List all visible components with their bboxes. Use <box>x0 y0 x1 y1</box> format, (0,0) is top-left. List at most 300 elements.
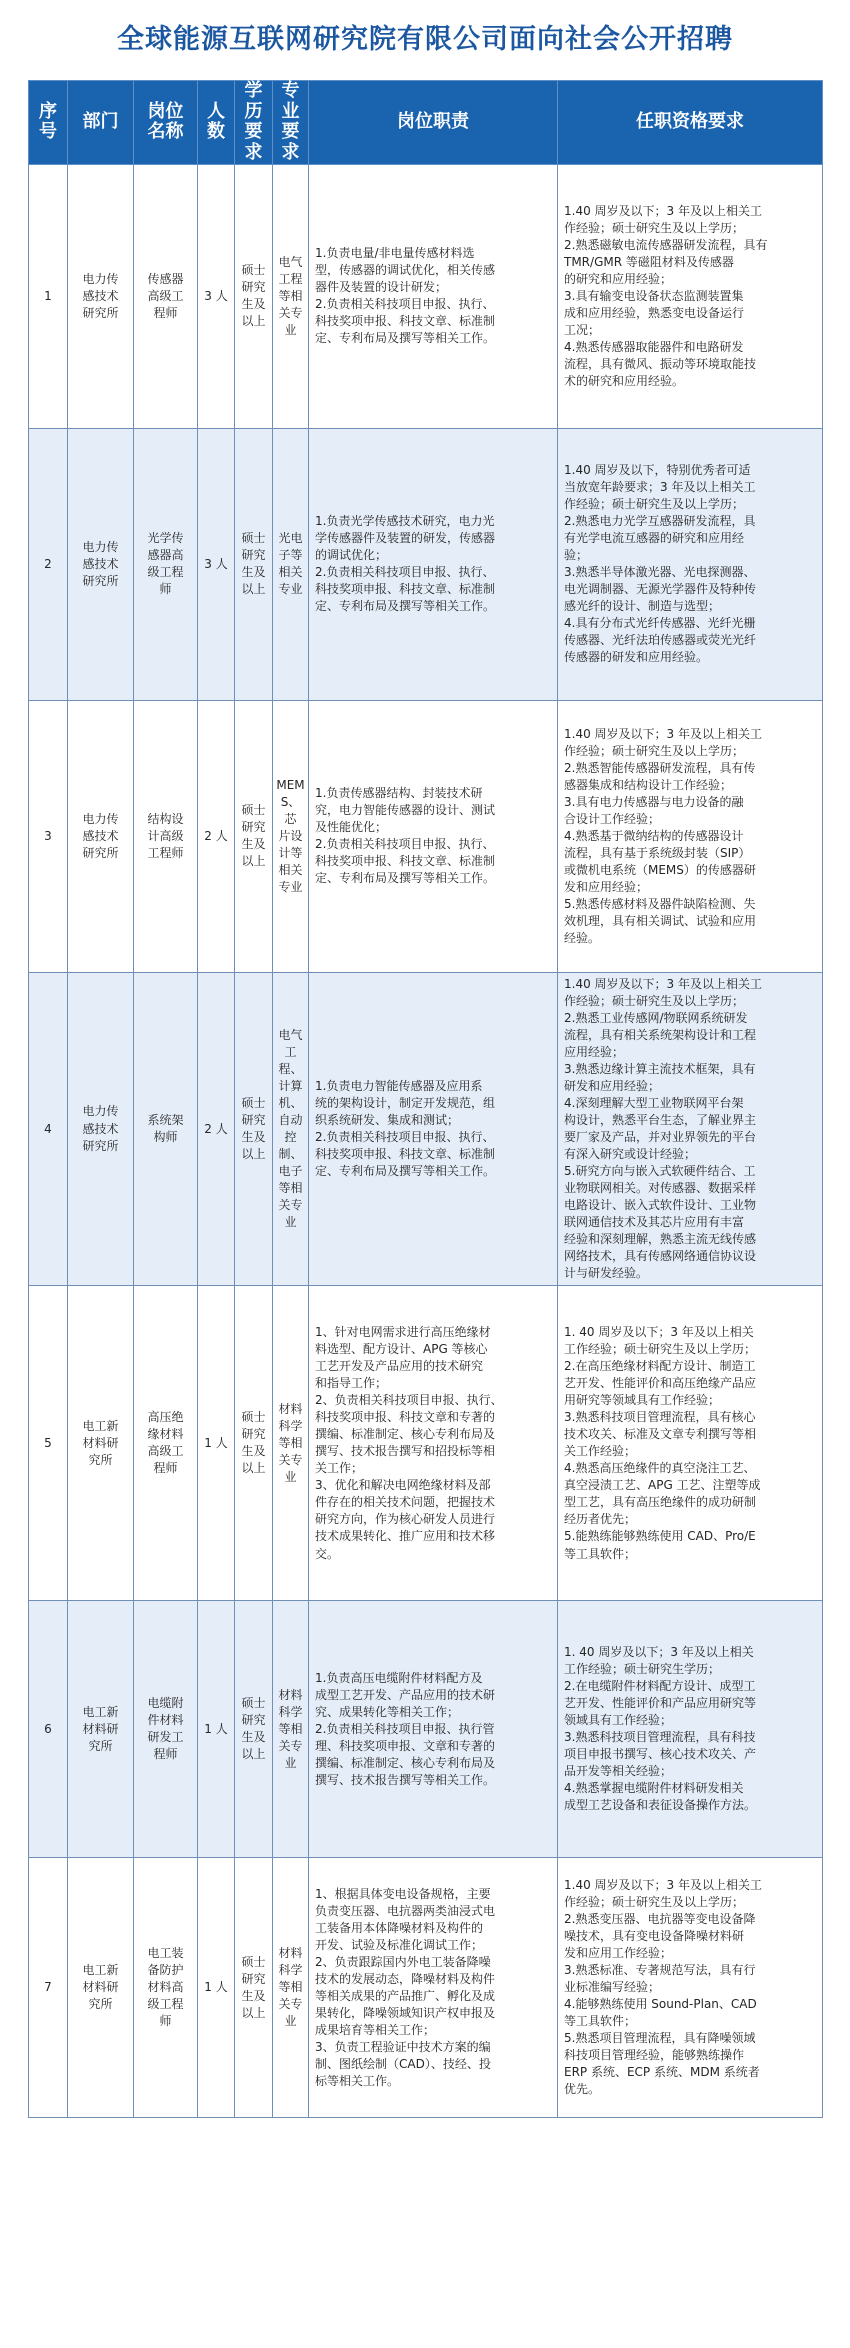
header-text-line: 人 <box>207 100 225 122</box>
cell-dept-line: 电力传 <box>82 1104 119 1119</box>
cell-requirements-line: 3.具有电力传感器与电力设备的融 <box>564 794 744 809</box>
cell-dept-line: 感技术 <box>82 556 119 571</box>
cell-duties-line: 1、针对电网需求进行高压绝缘材 <box>315 1325 491 1340</box>
cell-position <box>134 428 198 700</box>
cell-requirements-line: 3.熟悉科技项目管理流程，具有科技 <box>564 1730 756 1745</box>
cell-duties-line: 研究方向，作为核心研发人员进行 <box>315 1512 496 1527</box>
cell-requirements-line: 4.熟悉掌握电缆附件材料研发相关 <box>564 1781 744 1796</box>
cell-dept-line: 材料研 <box>82 1721 119 1736</box>
table-row <box>29 1286 823 1601</box>
cell-duties <box>309 1601 558 1858</box>
cell-requirements-line: 品开发等相关经验； <box>564 1764 673 1779</box>
cell-requirements-line: 1. 40 周岁及以下；3 年及以上相关 <box>564 1645 754 1660</box>
header-dept <box>68 81 134 165</box>
cell-education-line: 研究 <box>241 1713 266 1728</box>
cell-requirements-line: 或微机电系统（MEMS）的传感器研 <box>564 862 756 877</box>
cell-duties-line: 科技奖项申报、科技文章、标准制 <box>315 582 496 597</box>
cell-dept-line: 电力传 <box>82 271 119 286</box>
cell-major-line: 电气 <box>278 1027 303 1042</box>
cell-position-line: 传感器 <box>147 271 184 286</box>
cell-major-line: 电气 <box>278 254 303 269</box>
cell-major <box>273 1601 309 1858</box>
cell-major-line: 专业 <box>278 582 303 597</box>
cell-duties <box>309 972 558 1286</box>
cell-dept-line: 究所 <box>88 1452 113 1467</box>
cell-requirements-line: 电光调制器、无源光学器件及特种传 <box>564 582 757 597</box>
cell-education-line: 硕士 <box>241 803 266 818</box>
cell-requirements-line: 1.40 周岁及以下，特别优秀者可适 <box>564 463 751 478</box>
header-position <box>134 81 198 165</box>
cell-duties-line: 2.负责相关科技项目申报、执行、 <box>315 837 495 852</box>
cell-major-line: 计算 <box>278 1078 303 1093</box>
cell-education-line: 生及 <box>241 565 266 580</box>
cell-education-line: 研究 <box>241 548 266 563</box>
cell-position-line: 备防护 <box>147 1963 184 1978</box>
cell-major-line: 关专 <box>278 305 303 320</box>
cell-education-line: 研究 <box>241 1427 266 1442</box>
table-row <box>29 164 823 428</box>
cell-no: 3 <box>29 700 68 972</box>
cell-education-line: 生及 <box>241 1730 266 1745</box>
cell-requirements-line: 1.40 周岁及以下；3 年及以上相关工 <box>564 203 762 218</box>
cell-position-line: 级工程 <box>147 565 184 580</box>
cell-requirements-line: 用研究等领域具有工作经验； <box>564 1393 721 1408</box>
cell-requirements-line: 经验。 <box>564 930 601 945</box>
cell-dept-line: 研究所 <box>82 1138 119 1153</box>
cell-major <box>273 700 309 972</box>
cell-duties-line: 理、科技奖项申报、文章和专著的 <box>315 1738 496 1753</box>
cell-requirements-line: 2.熟悉工业传感网/物联网系统研发 <box>564 1010 748 1025</box>
cell-count: 2 人 <box>198 972 235 1286</box>
cell-position-line: 缘材料 <box>147 1427 184 1442</box>
cell-requirements-line: 经验和深刻理解，熟悉主流无线传感 <box>564 1232 757 1247</box>
cell-requirements <box>558 972 823 1286</box>
table-row <box>29 700 823 972</box>
cell-duties-line: 3、优化和解决电网绝缘材料及部 <box>315 1478 491 1493</box>
cell-requirements-line: 传感器的研发和应用经验。 <box>564 650 709 665</box>
cell-major-line: 等相 <box>278 288 303 303</box>
cell-major-line: 等相 <box>278 1435 303 1450</box>
cell-duties-line: 技术的发展动态，降噪材料及构件 <box>315 1971 496 1986</box>
cell-requirements-line: 4.深刻理解大型工业物联网平台架 <box>564 1095 744 1110</box>
cell-position-line: 电缆附 <box>147 1696 184 1711</box>
cell-position-line: 计高级 <box>147 828 184 843</box>
cell-major-line: 业 <box>284 1755 297 1770</box>
cell-major <box>273 972 309 1286</box>
cell-duties-line: 工艺开发及产品应用的技术研究 <box>315 1359 484 1374</box>
cell-duties-line: 科技奖项申报、科技文章、标准制 <box>315 1147 496 1162</box>
cell-duties-line: 标等相关工作。 <box>315 2073 400 2088</box>
table-row <box>29 972 823 1286</box>
cell-major-line: MEM <box>276 777 305 792</box>
cell-education-line: 生及 <box>241 837 266 852</box>
cell-major-line: S、芯 <box>280 794 301 826</box>
table-body <box>29 164 823 2118</box>
cell-major-line: 计等 <box>278 845 303 860</box>
cell-requirements-line: 作经验；硕士研究生及以上学历； <box>564 1895 745 1910</box>
cell-position <box>134 1286 198 1601</box>
cell-requirements-line: 2.熟悉智能传感器研发流程，具有传 <box>564 760 756 775</box>
cell-requirements-line: 科技项目管理经验，能够熟练操作 <box>564 2048 745 2063</box>
cell-requirements-line: 3.熟悉半导体激光器、光电探测器、 <box>564 565 756 580</box>
header-row <box>29 81 823 165</box>
table-row <box>29 428 823 700</box>
cell-requirements <box>558 1601 823 1858</box>
cell-dept-line: 感技术 <box>82 288 119 303</box>
cell-duties-line: 撰写、技术报告撰写等相关工作。 <box>315 1772 496 1787</box>
cell-education-line: 硕士 <box>241 1696 266 1711</box>
cell-major-line: 等相 <box>278 1181 303 1196</box>
cell-duties-line: 1.负责电力智能传感器及应用系 <box>315 1078 483 1093</box>
cell-education <box>235 1858 273 2118</box>
cell-position-line: 光学传 <box>147 531 184 546</box>
cell-dept-line: 电工新 <box>82 1963 119 1978</box>
cell-requirements-line: 优先。 <box>564 2082 601 2097</box>
cell-no: 4 <box>29 972 68 1286</box>
cell-major-line: 科学 <box>278 1704 303 1719</box>
cell-education-line: 硕士 <box>241 1954 266 1969</box>
cell-dept-line: 电力传 <box>82 811 119 826</box>
header-education <box>235 81 273 165</box>
cell-duties-line: 2.负责相关科技项目申报、执行、 <box>315 297 495 312</box>
header-text-line: 部门 <box>82 111 119 133</box>
cell-position-line: 构师 <box>153 1130 178 1145</box>
cell-requirements-line: 作经验；硕士研究生及以上学历； <box>564 220 745 235</box>
cell-requirements-line: 网络技术，具有传感网络通信协议设 <box>564 1249 757 1264</box>
cell-position-line: 电工装 <box>147 1946 184 1961</box>
cell-requirements-line: 1.40 周岁及以下；3 年及以上相关工 <box>564 1878 762 1893</box>
header-text-line: 学历 <box>244 80 263 122</box>
cell-requirements-line: 业物联网相关。对传感器、数据采样 <box>564 1181 757 1196</box>
cell-position-line: 材料高 <box>147 1980 184 1995</box>
cell-requirements-line: 领域具有工作经验； <box>564 1713 673 1728</box>
header-text-line: 任职资格要求 <box>636 111 744 133</box>
cell-major-line: 关专 <box>278 1198 303 1213</box>
header-text-line: 要求 <box>281 121 300 164</box>
cell-duties-line: 1.负责电量/非电量传感材料选 <box>315 246 475 261</box>
cell-dept-line: 感技术 <box>82 1121 119 1136</box>
header-text-line: 要求 <box>244 121 263 164</box>
cell-duties <box>309 1286 558 1601</box>
cell-duties-line: 交。 <box>315 1546 340 1561</box>
cell-dept-line: 研究所 <box>82 845 119 860</box>
cell-major-line: 光电 <box>278 531 303 546</box>
cell-dept-line: 研究所 <box>82 573 119 588</box>
cell-requirements-line: 成型工艺设备和表征设备操作方法。 <box>564 1798 757 1813</box>
cell-major-line: 等相 <box>278 1721 303 1736</box>
cell-position-line: 结构设 <box>147 811 184 826</box>
cell-duties-line: 定、专利布局及撰写等相关工作。 <box>315 871 496 886</box>
cell-duties-line: 2、负责跟踪国内外电工装备降噪 <box>315 1954 491 1969</box>
cell-position-line: 高压绝 <box>147 1410 184 1425</box>
cell-duties-line: 2.负责相关科技项目申报、执行管 <box>315 1721 495 1736</box>
cell-duties-line: 科技奖项申报、科技文章、标准制 <box>315 314 496 329</box>
cell-duties-line: 负责变压器、电抗器两类油浸式电 <box>315 1903 496 1918</box>
cell-duties-line: 成型工艺开发、产品应用的技术研 <box>315 1687 496 1702</box>
header-text-line: 序 <box>39 100 57 122</box>
recruitment-table <box>28 80 823 2118</box>
cell-major-line: 材料 <box>278 1687 303 1702</box>
cell-requirements-line: 4.熟悉高压绝缘件的真空浇注工艺、 <box>564 1461 756 1476</box>
header-text-line: 数 <box>207 121 225 143</box>
header-count <box>198 81 235 165</box>
cell-position <box>134 164 198 428</box>
cell-education-line: 生及 <box>241 1130 266 1145</box>
cell-major-line: 业 <box>284 2014 297 2029</box>
cell-duties-line: 2.负责相关科技项目申报、执行、 <box>315 1130 495 1145</box>
cell-requirements-line: 流程，具有基于系统级封装（SIP） <box>564 845 751 860</box>
cell-requirements-line: 工作经验；硕士研究生学历； <box>564 1662 721 1677</box>
cell-major-line: 业 <box>284 1469 297 1484</box>
cell-requirements-line: 感器集成和结构设计工作经验； <box>564 777 733 792</box>
table-row <box>29 1858 823 2118</box>
cell-position-line: 高级工 <box>147 288 184 303</box>
cell-position <box>134 1858 198 2118</box>
cell-requirements-line: 艺开发、性能评价和产品应用研究等 <box>564 1696 757 1711</box>
cell-requirements-line: 4.熟悉传感器取能器件和电路研发 <box>564 339 744 354</box>
cell-major-line: 专业 <box>278 879 303 894</box>
cell-requirements-line: 3.熟悉边缘计算主流技术框架，具有 <box>564 1061 756 1076</box>
cell-requirements-line: 业标准编写经验； <box>564 1980 661 1995</box>
cell-dept <box>68 1286 134 1601</box>
cell-requirements-line: 1.40 周岁及以下；3 年及以上相关工 <box>564 976 762 991</box>
cell-duties-line: 1.负责传感器结构、封装技术研 <box>315 786 483 801</box>
cell-duties-line: 学传感器件及装置的研发，传感器 <box>315 531 496 546</box>
cell-requirements-line: 5.研究方向与嵌入式软硬件结合、工 <box>564 1164 756 1179</box>
cell-count: 1 人 <box>198 1286 235 1601</box>
cell-major <box>273 428 309 700</box>
cell-requirements-line: 验； <box>564 548 589 563</box>
cell-requirements-line: 1. 40 周岁及以下；3 年及以上相关 <box>564 1325 754 1340</box>
cell-duties-line: 器件及装置的设计研发； <box>315 280 448 295</box>
cell-no: 7 <box>29 1858 68 2118</box>
cell-major-line: 相关 <box>278 862 303 877</box>
cell-requirements-line: 等工具软件； <box>564 2014 637 2029</box>
cell-education-line: 以上 <box>241 314 266 329</box>
cell-count: 3 人 <box>198 428 235 700</box>
cell-major <box>273 1858 309 2118</box>
cell-dept-line: 究所 <box>88 1997 113 2012</box>
table-row <box>29 1601 823 1858</box>
header-requirements <box>558 81 823 165</box>
cell-requirements-line: ERP 系统、ECP 系统、MDM 系统者 <box>564 2065 760 2080</box>
cell-education-line: 生及 <box>241 1444 266 1459</box>
cell-requirements-line: 3.具有输变电设备状态监测装置集 <box>564 288 744 303</box>
cell-duties-line: 究、成果转化等相关工作； <box>315 1704 460 1719</box>
cell-position-line: 程师 <box>153 305 178 320</box>
cell-duties-line: 和指导工作； <box>315 1376 388 1391</box>
cell-position-line: 工程师 <box>147 845 184 860</box>
cell-dept <box>68 1601 134 1858</box>
cell-major-line: 材料 <box>278 1946 303 1961</box>
cell-position-line: 程师 <box>153 1461 178 1476</box>
cell-major-line: 业 <box>284 1215 297 1230</box>
cell-requirements-line: 作经验；硕士研究生及以上学历； <box>564 993 745 1008</box>
cell-requirements-line: 要厂家及产品，并对业界领先的平台 <box>564 1130 757 1145</box>
cell-duties-line: 定、专利布局及撰写等相关工作。 <box>315 331 496 346</box>
cell-major-line: 自动 <box>278 1113 303 1127</box>
cell-requirements-line: 型工艺，具有高压绝缘件的成功研制 <box>564 1495 757 1510</box>
cell-requirements-line: 工作经验；硕士研究生及以上学历； <box>564 1342 757 1357</box>
cell-requirements-line: 计与研发经验。 <box>564 1266 649 1281</box>
cell-duties-line: 等相关成果的产品推广、孵化及成 <box>315 1988 496 2003</box>
cell-requirements-line: 效机理，具有相关调试、试验和应用 <box>564 913 757 928</box>
cell-duties-line: 技术成果转化、推广应用和技术移 <box>315 1529 496 1544</box>
cell-position-line: 感器高 <box>147 548 184 563</box>
cell-duties-line: 料选型、配方设计、APG 等核心 <box>315 1342 488 1357</box>
cell-count: 2 人 <box>198 700 235 972</box>
cell-requirements-line: 构设计，熟悉平台生态，了解业界主 <box>564 1113 757 1127</box>
cell-duties-line: 撰编、标准制定、核心专利布局及 <box>315 1755 496 1770</box>
cell-requirements-line: 流程，具有相关系统架构设计和工程 <box>564 1027 757 1042</box>
cell-education <box>235 428 273 700</box>
cell-education <box>235 700 273 972</box>
cell-position <box>134 1601 198 1858</box>
cell-duties-line: 科技奖项申报、科技文章和专著的 <box>315 1410 496 1425</box>
cell-position-line: 系统架 <box>147 1113 184 1127</box>
cell-duties-line: 3、负责工程验证中技术方案的编 <box>315 2039 491 2054</box>
cell-dept-line: 究所 <box>88 1738 113 1753</box>
cell-requirements-line: 4.熟悉基于微纳结构的传感器设计 <box>564 828 744 843</box>
cell-major-line: 片设 <box>278 828 303 843</box>
cell-requirements-line: 电路设计、嵌入式软件设计、工业物 <box>564 1198 757 1213</box>
cell-requirements-line: 噪技术，具有变电设备降噪材料研 <box>564 1929 745 1944</box>
header-text-line: 岗位 <box>147 100 184 122</box>
header-text-line: 专业 <box>281 80 300 122</box>
cell-requirements-line: 2.在电缆附件材料配方设计、成型工 <box>564 1679 756 1694</box>
cell-education <box>235 972 273 1286</box>
cell-requirements <box>558 1858 823 2118</box>
cell-duties-line: 的调试优化； <box>315 548 388 563</box>
cell-requirements-line: 2.在高压绝缘材料配方设计、制造工 <box>564 1359 756 1374</box>
cell-duties-line: 撰写、技术报告撰写和招投标等相 <box>315 1444 496 1459</box>
cell-major-line: 材料 <box>278 1401 303 1416</box>
cell-count: 1 人 <box>198 1601 235 1858</box>
cell-requirements-line: 4.能够熟练使用 Sound-Plan、CAD <box>564 1997 757 2012</box>
cell-major-line: 工程 <box>278 271 303 286</box>
cell-education-line: 硕士 <box>241 1095 266 1110</box>
cell-requirements-line: 项目申报书撰写、核心技术攻关、产 <box>564 1747 757 1762</box>
cell-requirements-line: 有光学电流互感器的研究和应用经 <box>564 531 745 546</box>
cell-dept <box>68 1858 134 2118</box>
cell-position-line: 级工程 <box>147 1997 184 2012</box>
cell-education <box>235 164 273 428</box>
cell-duties-line: 工装备用本体降噪材料及构件的 <box>315 1920 484 1935</box>
cell-requirements-line: 的研究和应用经验； <box>564 271 673 286</box>
cell-dept-line: 材料研 <box>82 1435 119 1450</box>
cell-dept-line: 感技术 <box>82 828 119 843</box>
cell-major-line: 制、 <box>278 1147 303 1162</box>
cell-duties-line: 开发、试验及标准化调试工作； <box>315 1937 484 1952</box>
cell-requirements-line: 等工具软件； <box>564 1546 637 1561</box>
cell-duties <box>309 700 558 972</box>
cell-duties-line: 1.负责高压电缆附件材料配方及 <box>315 1670 483 1685</box>
cell-no: 5 <box>29 1286 68 1601</box>
cell-requirements-line: 工况； <box>564 322 601 337</box>
cell-duties <box>309 428 558 700</box>
cell-requirements-line: 联网通信技术及其芯片应用有丰富 <box>564 1215 745 1230</box>
cell-education-line: 以上 <box>241 582 266 597</box>
cell-duties-line: 定、专利布局及撰写等相关工作。 <box>315 599 496 614</box>
cell-duties-line: 撰编、标准制定、核心专利布局及 <box>315 1427 496 1442</box>
cell-major-line: 机、 <box>278 1095 303 1110</box>
cell-position-line: 程师 <box>153 1747 178 1762</box>
cell-major-line: 工程、 <box>278 1044 303 1076</box>
cell-major-line: 相关 <box>278 565 303 580</box>
cell-education-line: 硕士 <box>241 1410 266 1425</box>
cell-dept-line: 电工新 <box>82 1418 119 1433</box>
header-text-line: 号 <box>39 121 57 143</box>
cell-education <box>235 1286 273 1601</box>
cell-requirements-line: 3.熟悉标准、专著规范写法，具有行 <box>564 1963 756 1978</box>
cell-position-line: 高级工 <box>147 1444 184 1459</box>
cell-major-line: 关专 <box>278 1452 303 1467</box>
cell-duties-line: 2.负责相关科技项目申报、执行、 <box>315 565 495 580</box>
cell-dept <box>68 428 134 700</box>
cell-no: 1 <box>29 164 68 428</box>
cell-duties <box>309 1858 558 2118</box>
cell-requirements-line: 3.熟悉科技项目管理流程，具有核心 <box>564 1410 756 1425</box>
cell-requirements-line: 5.熟悉项目管理流程，具有降噪领域 <box>564 2031 756 2046</box>
cell-major-line: 关专 <box>278 1997 303 2012</box>
cell-education-line: 以上 <box>241 2005 266 2020</box>
cell-major-line: 业 <box>284 322 297 337</box>
cell-duties-line: 成果培育等相关工作； <box>315 2022 436 2037</box>
cell-requirements-line: 术的研究和应用经验。 <box>564 373 685 388</box>
cell-requirements <box>558 428 823 700</box>
cell-requirements-line: 5.能熟练能够熟练使用 CAD、Pro/E <box>564 1529 756 1544</box>
cell-requirements-line: 经历者优先； <box>564 1512 637 1527</box>
cell-major-line: 子等 <box>278 548 303 563</box>
cell-requirements-line: 流程，具有微风、振动等环境取能技 <box>564 356 757 371</box>
header-no <box>29 81 68 165</box>
cell-major-line: 电子 <box>278 1164 303 1179</box>
cell-duties-line: 织系统研发、集成和测试； <box>315 1113 460 1127</box>
cell-education-line: 硕士 <box>241 531 266 546</box>
cell-requirements-line: 5.熟悉传感材料及器件缺陷检测、失 <box>564 896 756 911</box>
cell-major-line: 科学 <box>278 1418 303 1433</box>
page-title: 全球能源互联网研究院有限公司面向社会公开招聘 <box>117 24 733 55</box>
cell-education-line: 研究 <box>241 820 266 835</box>
cell-major-line: 控 <box>284 1130 297 1145</box>
cell-duties-line: 件存在的相关技术问题，把握技术 <box>315 1495 496 1510</box>
cell-duties-line: 科技奖项申报、科技文章、标准制 <box>315 854 496 869</box>
cell-position <box>134 972 198 1286</box>
cell-major-line: 等相 <box>278 1980 303 1995</box>
cell-dept <box>68 164 134 428</box>
cell-count: 3 人 <box>198 164 235 428</box>
cell-requirements-line: 4.具有分布式光纤传感器、光纤光栅 <box>564 616 756 631</box>
cell-major-line: 关专 <box>278 1738 303 1753</box>
cell-dept-line: 电力传 <box>82 539 119 554</box>
cell-no: 6 <box>29 1601 68 1858</box>
cell-major <box>273 1286 309 1601</box>
cell-requirements-line: 成和应用经验，熟悉变电设备运行 <box>564 305 745 320</box>
cell-requirements <box>558 700 823 972</box>
cell-duties-line: 2、负责相关科技项目申报、执行、 <box>315 1393 503 1408</box>
cell-requirements-line: 当放宽年龄要求；3 年及以上相关工 <box>564 480 756 495</box>
cell-position-line: 师 <box>159 2014 172 2029</box>
header-major <box>273 81 309 165</box>
cell-requirements <box>558 1286 823 1601</box>
cell-duties-line: 定、专利布局及撰写等相关工作。 <box>315 1164 496 1179</box>
cell-duties-line: 关工作； <box>315 1461 364 1476</box>
cell-requirements-line: 研发和应用经验； <box>564 1078 661 1093</box>
cell-requirements-line: 发和应用经验； <box>564 879 649 894</box>
cell-dept-line: 研究所 <box>82 305 119 320</box>
cell-education-line: 以上 <box>241 1147 266 1162</box>
cell-education-line: 以上 <box>241 1747 266 1762</box>
